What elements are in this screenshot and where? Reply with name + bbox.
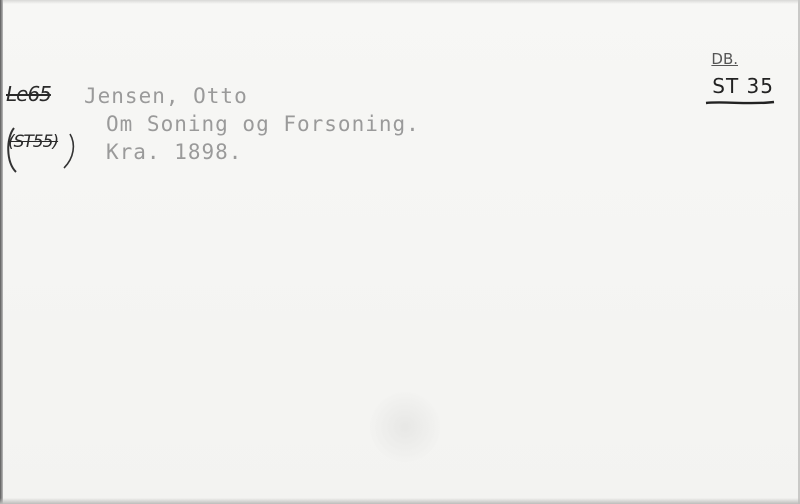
title-line: Om Soning og Forsoning. [106,112,420,136]
card-left-edge [0,0,3,504]
paper-smudge [370,392,440,462]
collection-mark: DB. [711,50,738,68]
card-top-edge [0,0,800,4]
imprint-line: Kra. 1898. [106,140,243,164]
old-shelfmark-crossed: Le65 [6,82,51,106]
current-shelfmark: ST 35 [712,74,774,98]
author-line: Jensen, Otto [84,84,248,108]
shelfmark-underline-icon [704,100,776,106]
card-bottom-edge [0,498,800,504]
old-shelfmark-2-crossed: (ST55) [8,132,59,152]
